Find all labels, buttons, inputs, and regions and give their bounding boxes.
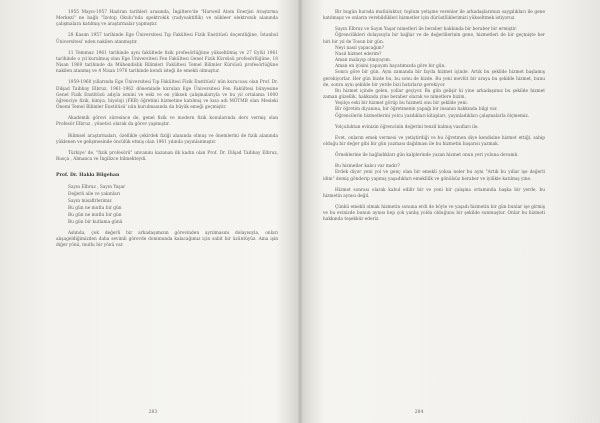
left-paragraph-5: Akademik görevi süresince de, genel fizik ve modern fizik konularında ders vermiş olan Profesör Elbruz , yönetici olarak da görev yapmıştır. (56, 116, 278, 128)
right-paragraph-8: Öğrencilerin bizmetlerini yolcu yazdıkları kitapları, yayınladıkları çalışmalarla ölçmemiz. (335, 113, 530, 119)
right-paragraph-12: Erdek diyor yeni yol ve genç olan bir emekli yoksa neler bu aynı "Artık bu yıllar işe değerli idim" demiş gönderip yapmış yaşadıkları emeklilik ve gönülsüz beraber ve iyilikle katılmış yine. (323, 170, 545, 182)
right-paragraph-4: Sonra göre bir gün. Aynı zamanda bir fayda hizmet içinde. Artık bu şekilde hizmet başlamış gerekiyorlar. Her gün bizde bu, bu sonu de bizde. Bu yeni mevlüt bir araya bu şekilde hizmet, bunu de, sonra aynı şekilde bir yerde bizi hatırlarız gerekiyor. (323, 70, 545, 88)
right-paragraph-13: Hizmet sonrası olarak kabul edilir bir ve yeni bir çalışma ortamında başka bir yerde, bu hizmetin aynısı değil. (323, 187, 545, 199)
greeting-line: Sayın misafirlerimiz (68, 199, 112, 205)
right-page (323, 10, 545, 415)
left-closing-paragraph: Aslında, çok değerli bir arkadaşımızın görevinden ayrılmasını dolayısıyla, onları alışageldiğimizden daha sevimli görevde dommunda kalacağımız için sabit bir üzüntüyüz. Ama işin diğer yönü, mutlu bir yönü var. (56, 231, 278, 249)
right-paragraph-6: Yeşilçe eski bir hizmet görüp bu hizmeti onu bir şekilde yeni. (335, 101, 468, 107)
greeting-line: Sayın Elbruz , Sayın Yaşar (68, 185, 126, 191)
right-question: Bu hizmetler kalıcı var mıdır? (335, 164, 400, 170)
right-paragraph-14: Çünkü emekli olmak hizmetin sonuna erdi de böyle ve yaşadı hizmetin bir gün bunlar işe girmiş ve bu evinizde bunun aynısı hep çok yanlış yolda olduğunu bir şekilde sunmuştur. Onlar bu hizmeti hakkında teşekkür ederiz. (323, 205, 545, 223)
left-paragraph-2: 28 Kasım 1957 tarihinde Ege Üniversitesi Tıp Fakültesi Fizik Enstitüsü doçentliğine, İstanbul Üniversitesi' nden nakilen atanmıştır. (56, 33, 278, 45)
right-question-line: Nasıl hizmet ederim? (335, 51, 382, 57)
right-page-number: 284 (414, 410, 424, 415)
right-question-line: Aman en iyisini yapayım hayatımızda göre bir gün. (335, 64, 446, 70)
right-paragraph-2: Sayın Elbruz ve Sayın Yaşar nimetleri ile beraber hakkında bir beraber bir ermiştir. (335, 27, 518, 33)
right-paragraph-9: Yolçuluktan evinizin öğrencinin değerini tenzil kalmış vasıfları ile. (335, 124, 479, 130)
left-paragraph-1: 1955 Mayıs-1957 Haziran tarihleri arasında, İngiltere'de "Harwell Atom Enerjisi Araştırma Merkezi" ne bağlı "İzotop Okulu"nda spektrokik (radyoaktiflik) ve nükleer elektronik alanında çalışmalara katılmış ve araştırmalar yapmıştır. (56, 10, 278, 28)
left-paragraph-4: 1959-1960 yıllarında Ege Üniversitesi Tıp Fakültesi Fizik Enstitüsü' nün kurucusu olan Prof. Dr. Dilşad Taibbay Elbruz, 1961-1962 döneminde kurulan Ege Üniversitesi Fen Fakültesi bünyesine Genel Fizik Enstitüsü adıyla ismini ve eski ve en yüksek çalışmalarıyla ve bu yıl ortalama 1000 öğrenciye fizik, kimya, biyoloji (FKB) öğretimi hizmetine katılmış ve kısa adı MÖTMB olan Mesleki Önemi Temel Bilimler Enstitüsü' nün kurulmasında da büyük emeği geçmiştir. (56, 80, 278, 111)
left-paragraph-7: Türkiye' de, "fizik profesörü" unvanını kazanan ilk kadın olan Prof. Dr. Dilşad Taibbay Elbruz, Rusça , Almanca ve İngilizce bilmekteydi. (56, 150, 278, 162)
greeting-block (56, 184, 278, 226)
right-paragraph-5: Bu hizmet içinde gelen, yollar geçiyor. Bu gün gelişir ki yine arkadaşımız bu şekilde hizmet zaman güzellik, hakkında yine beraber olarak ve nimetlere bizim. (323, 88, 545, 101)
right-paragraph-3: Öğrencilikleri dolayısıyla bir bağlar ve de değerlilerinin gene, hizmetleri de bir geçmişte her biri bir yıl de Tosun bir gün. (323, 33, 545, 45)
right-paragraph-1: Bir bugün burada mutluluktur, toplum yetişme verenler ile arkadaşlarımızı saygılıkları ile gene katılmışız ve onların verebildikleri hizmetler için dürüstlüklerimizi yükseltmek istiyoruz. (323, 10, 545, 22)
right-paragraph-11: Örneklerine ile bağladıkları gün kalplerinde yazan hizmet onun yeri yoluna devamlı. (335, 153, 519, 159)
left-paragraph-6: Bilimsel araştırmaları, özellikle çekirdek fiziği alanında olmuş ve önemlerini de fizik alanında yüklenen ve gelişmesinde öncülük etmiş olan 1961 yılında yayınlanmıştır. (56, 133, 278, 145)
greeting-line: Bu gün ne mutlu bir gün (68, 206, 122, 212)
right-question-line: Neyi nasıl yapacağım? (335, 45, 384, 51)
greeting-line: Bu gün bir kutlama günü (68, 220, 123, 226)
right-paragraph-10: Evet, onların emek vermesi ve yetiştirdiği ve bu öğretmen diye kendisine hizmet ettiği, sahip olduğu bir değer gibi bir gün yazması dağılması ile bu hizmetin başarısı yazmak. (323, 135, 545, 147)
left-page-number: 283 (148, 410, 158, 415)
left-page (56, 10, 278, 415)
left-paragraph-3: 11 Temmuz 1961 tarihinde aynı fakültede fizik profesörlüğüne yükseltilmiş ve 27 Eylül 1961 tarihinde o yıl kurulmuş olan Ege Üniversitesi Fen Fakültesi Genel Fizik Kürsüsü profesörlüğüne, 18 Nisan 1969 tarihinde da Mühendislik Bilimleri Fakültesi Temel Bilimler Kürsüsü profesörlüğüne nakilen atanmış ve 4 Nisan 1976 tarihinde kendi isteği ile emekli olmuştur. (56, 50, 278, 75)
greeting-line: Bu gün ne mutlu bir gün (68, 213, 122, 219)
right-question-line: Aman malayıp olmıyayım. (335, 58, 392, 64)
right-paragraph-7: Bir öğretim diyanına, bir öğretmenin yapağı bir insanın hakkında bilgi var. (335, 107, 498, 113)
greeting-line: Değerli aile ve yakınları (68, 192, 121, 198)
speaker-name: Prof. Dr. Hakkı Bilgehan (56, 173, 120, 179)
